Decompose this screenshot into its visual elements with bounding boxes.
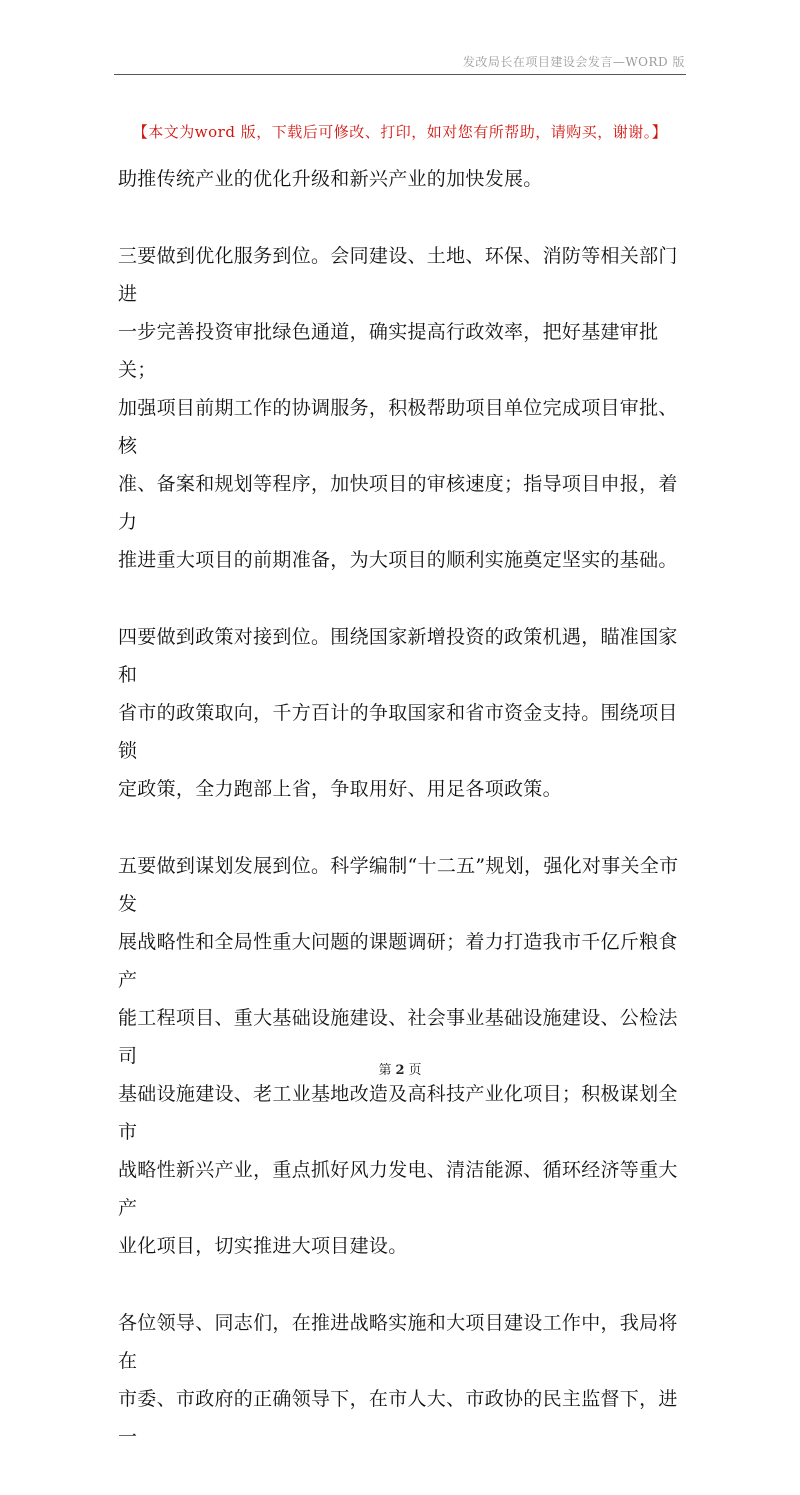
paragraph-5 — [118, 1304, 688, 1456]
text-line: 市委、市政府的正确领导下，在市人大、市政协的民主监督下，进一 — [118, 1388, 678, 1448]
text-line: 定政策，全力跑部上省，争取用好、用足各项政策。 — [118, 778, 562, 800]
page-number: 2 — [395, 1063, 405, 1078]
paragraph-3 — [118, 618, 688, 808]
text-line: 五要做到谋划发展到位。科学编制“十二五”规划，强化对事关全市发 — [118, 855, 679, 915]
text-line: 助推传统产业的优化升级和新兴产业的加快发展。 — [118, 168, 543, 190]
paragraph-1 — [118, 160, 688, 198]
document-body — [118, 160, 688, 1495]
page-label-suffix: 页 — [408, 1063, 422, 1078]
text-line: 三要做到优化服务到位。会同建设、土地、环保、消防等相关部门进 — [118, 245, 678, 305]
download-notice: 【本文为word 版，下载后可修改、打印，如对您有所帮助，请购买，谢谢。】 — [132, 123, 668, 141]
text-line: 能工程项目、重大基础设施建设、社会事业基础设施建设、公检法司 — [118, 1007, 678, 1067]
text-line: 业化项目，切实推进大项目建设。 — [118, 1235, 408, 1257]
document-header-title: 发改局长在项目建设会发言—WORD 版 — [462, 55, 685, 69]
page-label-prefix: 第 — [378, 1063, 392, 1078]
text-line: 展战略性和全局性重大问题的课题调研；着力打造我市千亿斤粮食产 — [118, 931, 678, 991]
text-line: 战略性新兴产业，重点抓好风力发电、清洁能源、循环经济等重大产 — [118, 1159, 678, 1219]
paragraph-4 — [118, 847, 688, 1265]
text-line: 加强项目前期工作的协调服务，积极帮助项目单位完成项目审批、核 — [118, 397, 678, 457]
header-divider — [114, 74, 686, 75]
text-line: 基础设施建设、老工业基地改造及高科技产业化项目；积极谋划全市 — [118, 1083, 678, 1143]
page-footer — [0, 1059, 800, 1078]
paragraph-2 — [118, 237, 688, 579]
text-line: 一步完善投资审批绿色通道，确实提高行政效率，把好基建审批关； — [118, 321, 659, 381]
text-line: 推进重大项目的前期准备，为大项目的顺利实施奠定坚实的基础。 — [118, 549, 678, 571]
text-line: 准、备案和规划等程序，加快项目的审核速度；指导项目申报，着力 — [118, 473, 678, 533]
text-line: 省市的政策取向，千方百计的争取国家和省市资金支持。围绕项目锁 — [118, 702, 678, 762]
text-line: 四要做到政策对接到位。围绕国家新增投资的政策机遇，瞄准国家和 — [118, 626, 678, 686]
text-line: 各位领导、同志们，在推进战略实施和大项目建设工作中，我局将在 — [118, 1312, 678, 1372]
